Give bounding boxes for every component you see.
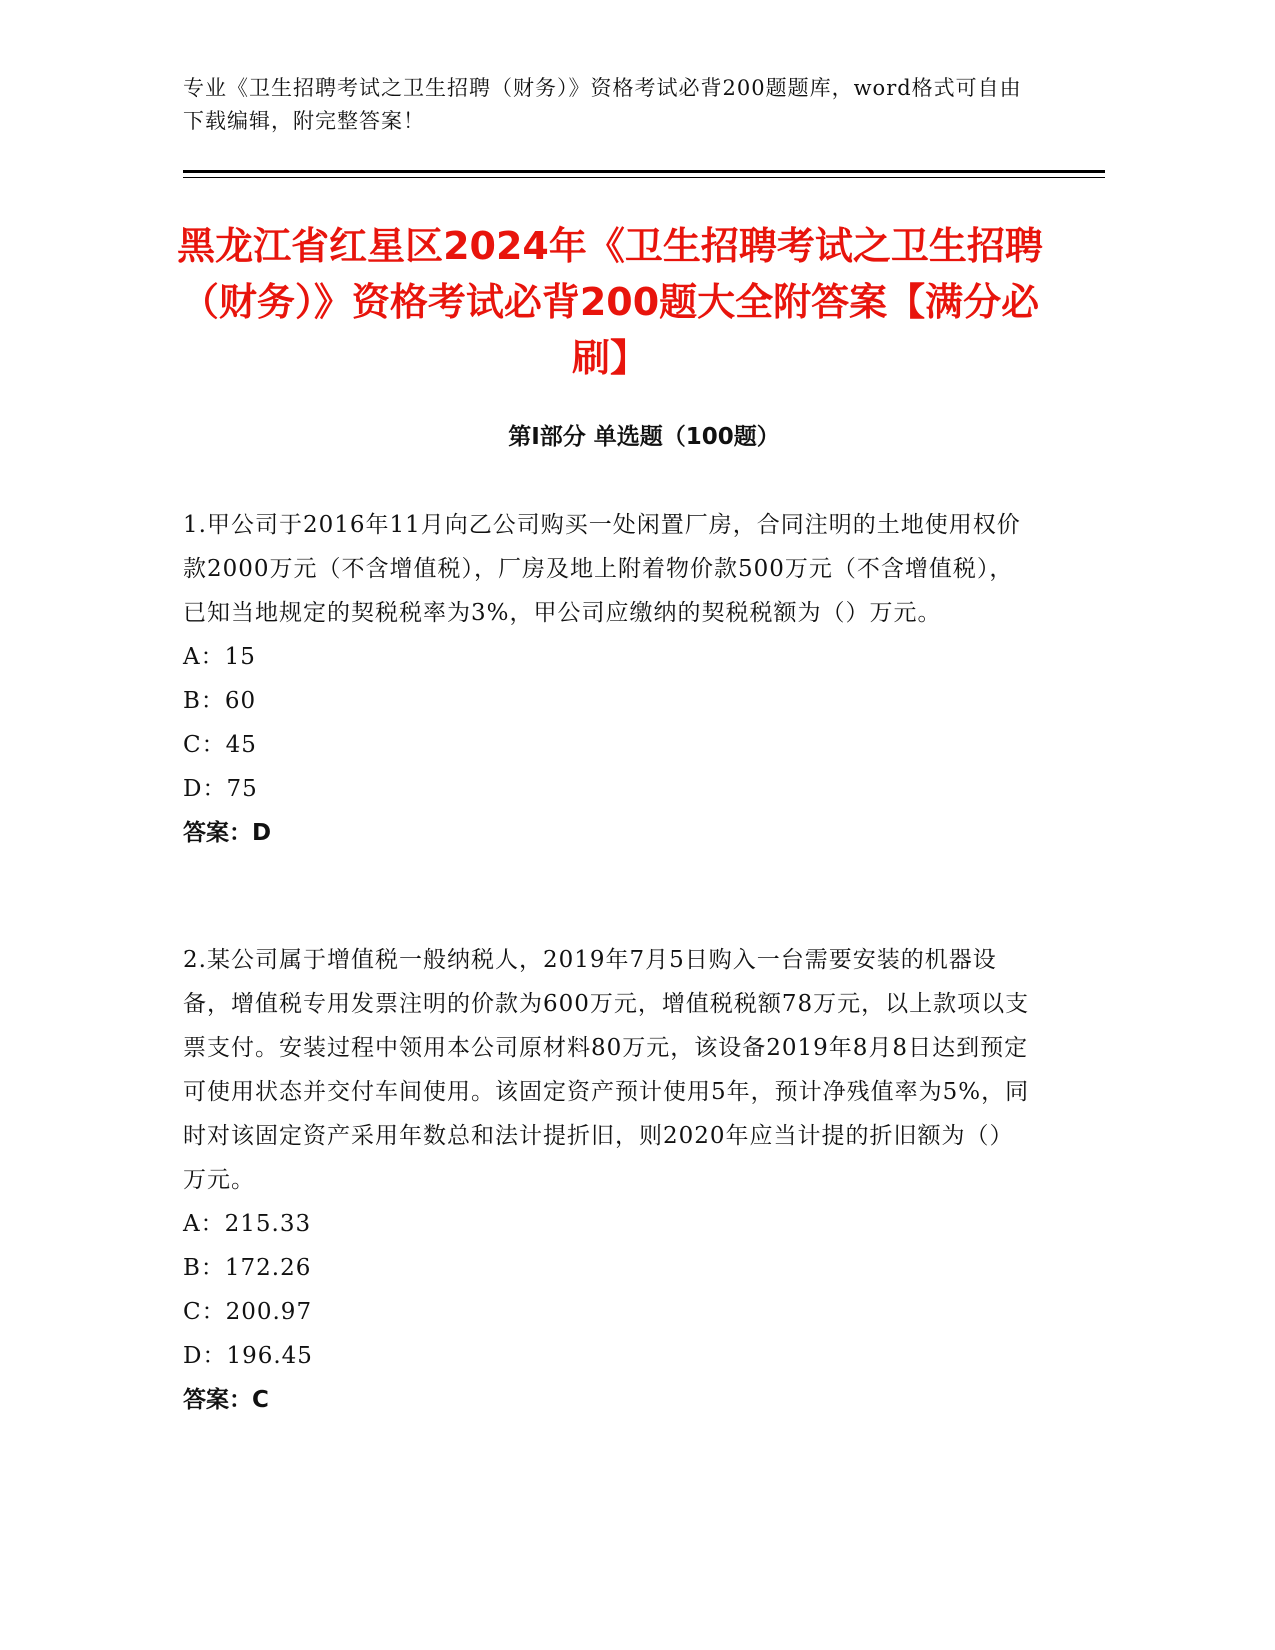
document-title: 黑龙江省红星区2024年《卫生招聘考试之卫生招聘（财务）》资格考试必背200题大全附答案【满分必刷】 <box>177 224 1043 380</box>
answer: 答案：D <box>183 820 272 846</box>
option-c: C：45 <box>183 732 257 758</box>
option-b: B：60 <box>183 688 257 714</box>
question-text: 2.某公司属于增值税一般纳税人，2019年7月5日购入一台需要安装的机器设备，增值税专用发票注明的价款为600万元，增值税税额78万元，以上款项以支票支付。安装过程中领用本公司原材料80万元，该设备2019年8月8日达到预定可使用状态并交付车间使用。该固定资产预计使用5年，预计净残值率为5%，同时对该固定资产采用年数总和法计提折旧，则2020年应当计提的折旧额为（）万元。 <box>183 947 1030 1193</box>
option-d: D：75 <box>183 776 258 802</box>
header-rule-thick <box>183 170 1105 173</box>
section-heading: 第Ⅰ部分 单选题（100题） <box>508 424 780 450</box>
header-note: 专业《卫生招聘考试之卫生招聘（财务）》资格考试必背200题题库，word格式可自由下载编辑，附完整答案！ <box>183 76 1022 133</box>
option-c: C：200.97 <box>183 1299 313 1325</box>
question-text: 1.甲公司于2016年11月向乙公司购买一处闲置厂房，合同注明的土地使用权价款2000万元（不含增值税），厂房及地上附着物价款500万元（不含增值税），已知当地规定的契税税率为3%，甲公司应缴纳的契税税额为（）万元。 <box>183 512 1021 626</box>
question-2 <box>183 938 1033 1422</box>
question-1 <box>183 503 1033 855</box>
header-rule-thin <box>183 177 1105 178</box>
answer: 答案：C <box>183 1387 269 1413</box>
option-a: A：15 <box>183 644 256 670</box>
option-d: D：196.45 <box>183 1343 313 1369</box>
option-b: B：172.26 <box>183 1255 312 1281</box>
option-a: A：215.33 <box>183 1211 312 1237</box>
